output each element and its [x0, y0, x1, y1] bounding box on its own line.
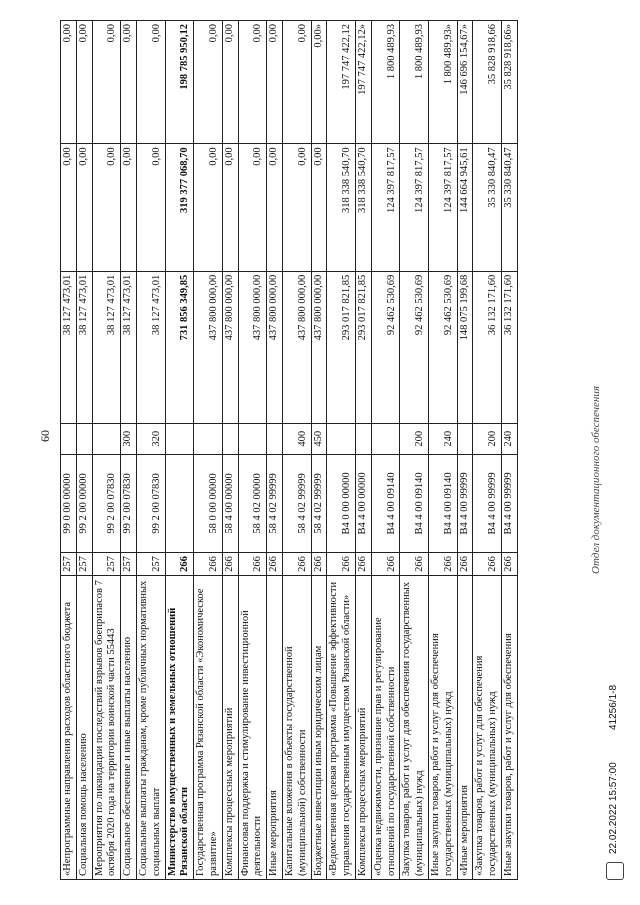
row-amount-year3: 198 785 950,12 — [165, 21, 194, 144]
row-ministry-code: 266 — [327, 553, 356, 576]
row-expense-type — [222, 423, 238, 454]
row-ministry-code: 266 — [457, 553, 473, 576]
row-target-code: 58 0 00 00000 — [194, 454, 223, 553]
table-row — [327, 21, 356, 880]
row-amount-year3: 0,00 — [194, 21, 223, 144]
row-ministry-code: 257 — [76, 553, 92, 576]
row-expense-type — [92, 423, 121, 454]
document-stamp-icon — [606, 862, 624, 880]
page-footer — [590, 20, 630, 880]
page-number: 60 — [38, 430, 52, 442]
row-amount-year3: 1 800 489,93 — [400, 21, 429, 144]
footer-document-code: 41256/1-8 — [608, 684, 619, 730]
table-row — [222, 21, 238, 880]
table-row — [400, 21, 429, 880]
table-row — [282, 21, 311, 880]
row-expense-type — [355, 423, 371, 454]
row-expense-type — [327, 423, 356, 454]
row-name: Комплексы процессных мероприятий — [222, 575, 238, 879]
table-row — [311, 21, 327, 880]
row-expense-type — [194, 423, 223, 454]
row-name: «Непрограммные направления расходов областного бюджета — [61, 575, 77, 879]
table-row — [121, 21, 137, 880]
row-target-code: В4 4 00 00000 — [355, 454, 371, 553]
row-expense-type — [238, 423, 267, 454]
row-name: Социальные выплаты гражданам, кроме публичных нормативных социальных выплат — [136, 575, 165, 879]
row-expense-type: 240 — [501, 423, 517, 454]
row-ministry-code: 266 — [501, 553, 517, 576]
row-name: Иные закупки товаров, работ и услуг для обеспечения государственных (муниципальных) нужд — [428, 575, 457, 879]
row-ministry-code: 266 — [194, 553, 223, 576]
row-expense-type — [76, 423, 92, 454]
row-amount-year3: 35 828 918,66 — [473, 21, 502, 144]
row-amount-year2: 0,00 — [222, 144, 238, 271]
row-expense-type — [61, 423, 77, 454]
row-amount-year1: 293 017 821,85 — [355, 271, 371, 423]
row-amount-year1: 38 127 473,01 — [92, 271, 121, 423]
row-amount-year3: 0,00 — [136, 21, 165, 144]
row-expense-type — [371, 423, 400, 454]
row-expense-type: 320 — [136, 423, 165, 454]
row-name: Социальное обеспечение и иные выплаты населению — [121, 575, 137, 879]
row-name: Министерство имущественных и земельных отношений Рязанской области — [165, 575, 194, 879]
row-amount-year3: 0,00 — [61, 21, 77, 144]
table-row — [371, 21, 400, 880]
row-target-code: В4 4 00 09140 — [428, 454, 457, 553]
row-target-code: 58 4 02 00000 — [238, 454, 267, 553]
table-row — [267, 21, 283, 880]
row-amount-year1: 36 132 171,60 — [501, 271, 517, 423]
row-amount-year3: 0,00 — [222, 21, 238, 144]
row-ministry-code: 266 — [371, 553, 400, 576]
row-amount-year1: 437 800 000,00 — [194, 271, 223, 423]
row-ministry-code: 266 — [282, 553, 311, 576]
row-amount-year3: 0,00 — [238, 21, 267, 144]
row-target-code: В4 4 00 99999 — [501, 454, 517, 553]
table-row — [355, 21, 371, 880]
row-amount-year3: 197 747 422,12 — [327, 21, 356, 144]
table-row — [428, 21, 457, 880]
row-name: Закупка товаров, работ и услуг для обеспечения государственных (муниципальных) нужд — [400, 575, 429, 879]
row-amount-year1: 38 127 473,01 — [136, 271, 165, 423]
row-amount-year3: 1 800 489,93» — [428, 21, 457, 144]
row-name: Финансовая поддержка и стимулирование инвестиционной деятельности — [238, 575, 267, 879]
footer-date: 22.02.2022 15:57:00 — [608, 762, 619, 854]
row-ministry-code: 266 — [428, 553, 457, 576]
row-amount-year1: 92 462 530,69 — [428, 271, 457, 423]
row-expense-type — [457, 423, 473, 454]
row-name: Социальная помощь населению — [76, 575, 92, 879]
table-row — [194, 21, 223, 880]
table-row — [136, 21, 165, 880]
row-ministry-code: 266 — [311, 553, 327, 576]
row-amount-year3: 0,00» — [311, 21, 327, 144]
table-row — [501, 21, 517, 880]
row-amount-year2: 0,00 — [194, 144, 223, 271]
row-amount-year2: 0,00 — [61, 144, 77, 271]
row-target-code: В4 0 00 00000 — [327, 454, 356, 553]
budget-table — [60, 20, 518, 880]
table-row — [61, 21, 77, 880]
row-amount-year1: 92 462 530,69 — [371, 271, 400, 423]
row-amount-year2: 318 338 540,70 — [355, 144, 371, 271]
row-amount-year2: 124 397 817,57 — [371, 144, 400, 271]
row-expense-type: 240 — [428, 423, 457, 454]
row-amount-year1: 437 800 000,00 — [311, 271, 327, 423]
row-amount-year1: 437 800 000,00 — [267, 271, 283, 423]
row-target-code: 99 2 00 07830 — [121, 454, 137, 553]
row-ministry-code: 266 — [473, 553, 502, 576]
row-name: Бюджетные инвестиции иным юридическим лицам — [311, 575, 327, 879]
row-amount-year2: 35 330 840,47 — [501, 144, 517, 271]
row-target-code: 58 4 02 99999 — [282, 454, 311, 553]
row-ministry-code: 257 — [136, 553, 165, 576]
row-amount-year1: 38 127 473,01 — [76, 271, 92, 423]
row-expense-type: 400 — [282, 423, 311, 454]
table-row — [92, 21, 121, 880]
row-target-code: В4 4 00 09140 — [371, 454, 400, 553]
row-amount-year2: 0,00 — [311, 144, 327, 271]
row-amount-year3: 197 747 422,12» — [355, 21, 371, 144]
row-ministry-code: 266 — [355, 553, 371, 576]
row-expense-type: 200 — [400, 423, 429, 454]
row-amount-year1: 293 017 821,85 — [327, 271, 356, 423]
row-amount-year3: 0,00 — [282, 21, 311, 144]
row-name: Иные мероприятия — [267, 575, 283, 879]
row-name: «Ведомственная целевая программа «Повышение эффективности управления государственным имуществом Рязанской области» — [327, 575, 356, 879]
row-name: Комплексы процессных мероприятий — [355, 575, 371, 879]
budget-table-body — [61, 21, 518, 880]
row-name: Иные закупки товаров, работ и услуг для обеспечения — [501, 575, 517, 879]
row-target-code: В4 4 00 99999 — [473, 454, 502, 553]
row-amount-year1: 92 462 530,69 — [400, 271, 429, 423]
row-expense-type — [165, 423, 194, 454]
row-amount-year2: 0,00 — [282, 144, 311, 271]
row-amount-year3: 0,00 — [267, 21, 283, 144]
row-amount-year2: 0,00 — [92, 144, 121, 271]
row-amount-year1: 437 800 000,00 — [238, 271, 267, 423]
row-name: Государственная программа Рязанской области «Экономическое развитие» — [194, 575, 223, 879]
row-amount-year3: 35 828 918,66» — [501, 21, 517, 144]
row-target-code: 58 4 02 99999 — [267, 454, 283, 553]
row-target-code: В4 4 00 09140 — [400, 454, 429, 553]
row-name: Капитальные вложения в объекты государственной (муниципальной) собственности — [282, 575, 311, 879]
row-ministry-code: 257 — [121, 553, 137, 576]
table-row — [457, 21, 473, 880]
row-amount-year2: 144 664 945,61 — [457, 144, 473, 271]
row-amount-year2: 124 397 817,57 — [400, 144, 429, 271]
row-name: «Оценка недвижимости, признание прав и регулирование отношений по государственной собственности — [371, 575, 400, 879]
row-amount-year2: 124 397 817,57 — [428, 144, 457, 271]
row-target-code: 58 4 00 00000 — [222, 454, 238, 553]
row-amount-year2: 0,00 — [238, 144, 267, 271]
footer-department-note: Отдел документационного обеспечения — [590, 386, 602, 574]
row-ministry-code: 266 — [222, 553, 238, 576]
row-amount-year1: 38 127 473,01 — [121, 271, 137, 423]
row-amount-year3: 0,00 — [121, 21, 137, 144]
row-expense-type: 300 — [121, 423, 137, 454]
row-amount-year3: 0,00 — [92, 21, 121, 144]
row-target-code: 58 4 02 99999 — [311, 454, 327, 553]
row-ministry-code: 266 — [267, 553, 283, 576]
row-target-code: 99 0 00 00000 — [61, 454, 77, 553]
row-amount-year1: 731 856 349,85 — [165, 271, 194, 423]
row-expense-type — [267, 423, 283, 454]
row-target-code: В4 4 00 99999 — [457, 454, 473, 553]
row-name: «Закупка товаров, работ и услуг для обеспечения государственных (муниципальных) нужд — [473, 575, 502, 879]
row-amount-year1: 38 127 473,01 — [61, 271, 77, 423]
row-amount-year2: 319 377 068,70 — [165, 144, 194, 271]
row-ministry-code: 266 — [165, 553, 194, 576]
row-amount-year3: 0,00 — [76, 21, 92, 144]
row-expense-type: 450 — [311, 423, 327, 454]
row-amount-year2: 0,00 — [121, 144, 137, 271]
row-amount-year2: 35 330 840,47 — [473, 144, 502, 271]
row-amount-year2: 318 338 540,70 — [327, 144, 356, 271]
row-amount-year3: 1 800 489,93 — [371, 21, 400, 144]
row-target-code: 99 2 00 07830 — [92, 454, 121, 553]
row-ministry-code: 257 — [61, 553, 77, 576]
row-name: Мероприятия по ликвидации последствий взрывов боеприпасов 7 октября 2020 года на территории воинской части 55443 — [92, 575, 121, 879]
table-row — [76, 21, 92, 880]
row-target-code — [165, 454, 194, 553]
row-amount-year1: 148 075 199,68 — [457, 271, 473, 423]
row-expense-type: 200 — [473, 423, 502, 454]
row-target-code: 99 2 00 07830 — [136, 454, 165, 553]
table-row — [473, 21, 502, 880]
row-ministry-code: 266 — [400, 553, 429, 576]
budget-table-sheet — [60, 20, 518, 880]
row-amount-year2: 0,00 — [136, 144, 165, 271]
row-amount-year3: 146 696 154,67» — [457, 21, 473, 144]
row-amount-year2: 0,00 — [76, 144, 92, 271]
row-amount-year1: 437 800 000,00 — [222, 271, 238, 423]
row-amount-year1: 437 800 000,00 — [282, 271, 311, 423]
table-row — [238, 21, 267, 880]
table-row — [165, 21, 194, 880]
row-ministry-code: 266 — [238, 553, 267, 576]
row-amount-year2: 0,00 — [267, 144, 283, 271]
row-name: «Иные мероприятия — [457, 575, 473, 879]
row-ministry-code: 257 — [92, 553, 121, 576]
row-amount-year1: 36 132 171,60 — [473, 271, 502, 423]
row-target-code: 99 2 00 00000 — [76, 454, 92, 553]
